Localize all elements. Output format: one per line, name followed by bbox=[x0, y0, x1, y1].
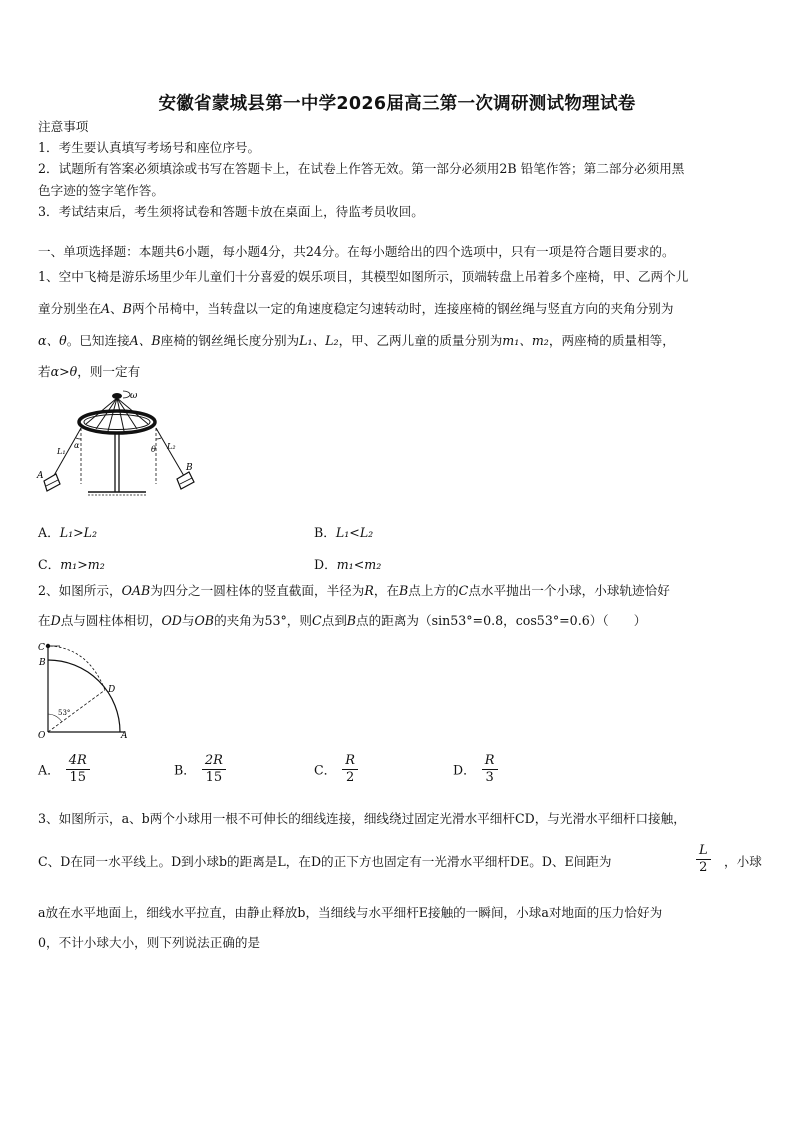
q3-line-4: 0，不计小球大小，则下列说法正确的是 bbox=[38, 935, 261, 950]
point-B-label: B bbox=[39, 658, 46, 668]
q3-fraction: $\frac{L}{2}$ bbox=[694, 844, 713, 874]
q3-line-2: C、D在同一水平线上。D到小球b的距离是L，在D的正下方也固定有一光滑水平细杆DE。D、E间距为 bbox=[38, 854, 612, 869]
q2-option-a[interactable]: A． $\frac{4R}{15}$ bbox=[38, 754, 92, 784]
q1-line-1: 1、空中飞椅是游乐场里少年儿童们十分喜爱的娱乐项目，其模型如图所示，顶端转盘上吊着多个座椅，甲、乙两个儿 bbox=[38, 269, 689, 284]
q3-line-1: 3、如图所示，a、b两个小球用一根不可伸长的细线连接，细线绕过固定光滑水平细杆CD，与光滑水平细杆口接触， bbox=[38, 811, 686, 826]
q3-line-2-end: ，小球 bbox=[724, 854, 762, 869]
point-D-label: D bbox=[108, 685, 116, 695]
q2-option-c[interactable]: C． $\frac{R}{2}$ bbox=[314, 754, 360, 784]
omega-label: ω bbox=[130, 391, 138, 401]
point-O-label: O bbox=[38, 731, 46, 740]
notice-item-2-cont: 色字迹的签字笔作答。 bbox=[38, 183, 164, 198]
point-A-label: A bbox=[121, 731, 128, 740]
notice-item-3: 3．考试结束后，考生须将试卷和答题卡放在桌面上，待监考员收回。 bbox=[38, 204, 424, 219]
q1-option-c[interactable]: C．m₁>m₂ bbox=[38, 557, 105, 572]
L2-label: L₂ bbox=[167, 442, 176, 451]
q3-line-3: a放在水平地面上，细线水平拉直，由静止释放b，当细线与水平细杆E接触的一瞬间，小球a对地面的压力恰好为 bbox=[38, 905, 663, 920]
q2-line-2: 在D点与圆柱体相切，OD与OB的夹角为53°，则C点到B点的距离为（sin53°=0.8，cos53°=0.6）（ ） bbox=[38, 613, 647, 628]
L1-label: L₁ bbox=[57, 447, 66, 456]
q2-option-d[interactable]: D． $\frac{R}{3}$ bbox=[453, 754, 500, 784]
notice-item-1: 1．考生要认真填写考场号和座位序号。 bbox=[38, 140, 261, 155]
q1-line-3: α、θ。巳知连接A、B座椅的钢丝绳长度分别为L₁、L₂，甲、乙两儿童的质量分别为m₁、m₂，两座椅的质量相等， bbox=[38, 333, 675, 348]
q2-option-b[interactable]: B． $\frac{2R}{15}$ bbox=[174, 754, 228, 784]
angle-label: 53° bbox=[58, 709, 71, 717]
q1-figure-flying-chair bbox=[34, 386, 204, 498]
section-header: 一、单项选择题：本题共6小题，每小题4分，共24分。在每小题给出的四个选项中，只有一项是符合题目要求的。 bbox=[38, 244, 675, 259]
q2-line-1: 2、如图所示，OAB为四分之一圆柱体的竖直截面，半径为R，在B点上方的C点水平抛出一个小球，小球轨迹恰好 bbox=[38, 583, 670, 598]
alpha-label: α bbox=[74, 441, 80, 450]
q1-option-d[interactable]: D．m₁<m₂ bbox=[314, 557, 382, 572]
q1-line-4: 若α>θ，则一定有 bbox=[38, 364, 141, 379]
seat-B-label: B bbox=[186, 463, 193, 473]
theta-label: θ bbox=[151, 445, 156, 454]
q1-option-b[interactable]: B．L₁<L₂ bbox=[314, 525, 374, 540]
page-title: 安徽省蒙城县第一中学2026届高三第一次调研测试物理试卷 bbox=[158, 94, 636, 114]
q2-figure-quarter-cylinder bbox=[36, 638, 136, 740]
q1-option-a[interactable]: A．L₁>L₂ bbox=[38, 525, 98, 540]
q1-line-2: 童分别坐在A、B两个吊椅中，当转盘以一定的角速度稳定匀速转动时，连接座椅的钢丝绳与竖直方向的夹角分别为 bbox=[38, 301, 674, 316]
seat-A-label: A bbox=[37, 471, 44, 481]
notice-item-2: 2．试题所有答案必须填涂或书写在答题卡上，在试卷上作答无效。第一部分必须用2B 铅笔作答；第二部分必须用黑 bbox=[38, 161, 685, 176]
point-C-label: C bbox=[38, 643, 45, 653]
notice-heading: 注意事项 bbox=[38, 119, 89, 134]
